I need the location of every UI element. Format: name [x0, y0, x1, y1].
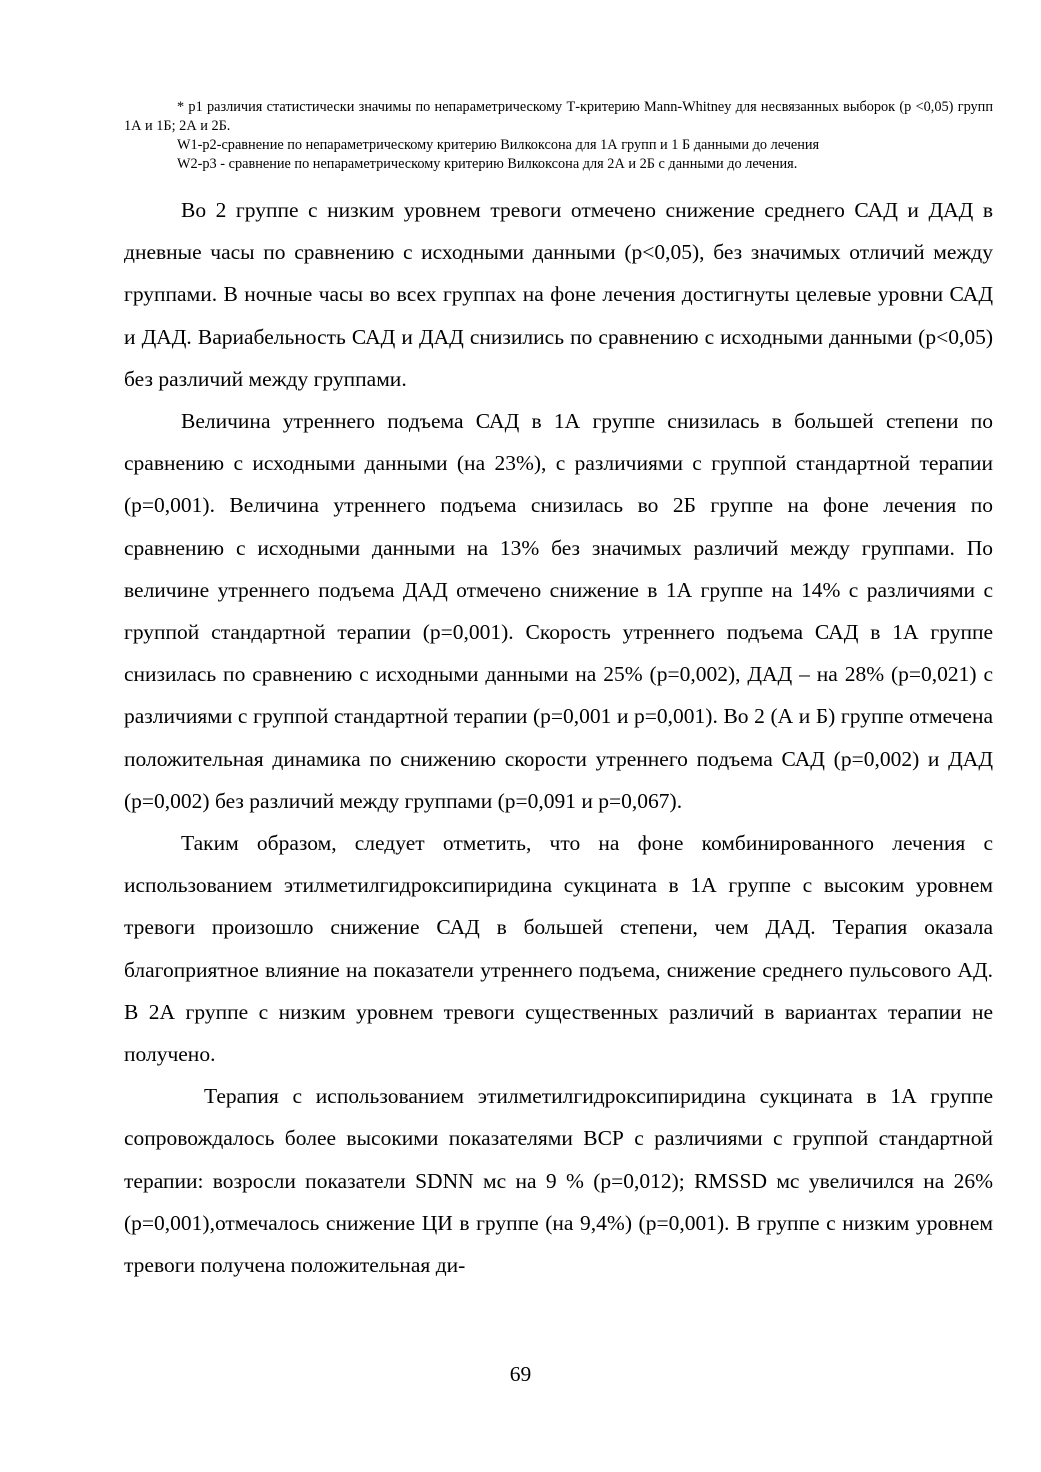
footnote-w1: W1-р2-сравнение по непараметрическому критерию Вилкоксона для 1А групп и 1 Б данными до лечения [177, 137, 820, 153]
paragraph-hrv-therapy: Терапия с использованием этилметилгидроксипиридина сукцината в 1А группе сопровождалось более высокими показателями ВСР с различиями с группой стандартной терапии: возросли показатели SDNN мс на 9 % (р=0,012); RMSSD мс увеличился на 26% (р=0,001),отмечалось снижение ЦИ в группе (на 9,4%) (р=0,001). В группе с низким уровнем тревоги получена положительная ди- [124, 1084, 993, 1278]
footnotes [124, 98, 993, 174]
paragraph-morning-rise: Величина утреннего подъема САД в 1А группе снизилась в большей степени по сравнению с исходными данными (на 23%), с различиями с группой стандартной терапии (р=0,001). Величина утреннего подъема снизилась во 2Б группе на фоне лечения по сравнению с исходными данными на 13% без значимых различий между группами. По величине утреннего подъема ДАД отмечено снижение в 1А группе на 14% с различиями с группой стандартной терапии (р=0,001). Скорость утреннего подъема САД в 1А группе снизилась по сравнению с исходными данными на 25% (р=0,002), ДАД – на 28% (р=0,021) с различиями с группой стандартной терапии (р=0,001 и р=0,001). Во 2 (А и Б) группе отмечена положительная динамика по снижению скорости утреннего подъема САД (р=0,002) и ДАД (р=0,002) без различий между группами (р=0,091 и р=0,067). [124, 409, 993, 813]
footnote-significance: * р1 различия статистически значимы по непараметрическому Т-критерию Mann-Whitney для несвязанных выборок (р <0,05) групп 1А и 1Б; 2А и 2Б. [124, 99, 993, 134]
paragraph-low-anxiety-group: Во 2 группе с низким уровнем тревоги отмечено снижение среднего САД и ДАД в дневные часы по сравнению с исходными данными (р<0,05), без значимых отличий между группами. В ночные часы во всех группах на фоне лечения достигнуты целевые уровни САД и ДАД. Вариабельность САД и ДАД снизились по сравнению с исходными данными (р<0,05) без различий между группами. [124, 198, 993, 391]
document-page [124, 98, 993, 1286]
body-text [124, 189, 993, 1286]
paragraph-conclusion: Таким образом, следует отметить, что на фоне комбинированного лечения с использованием этилметилгидроксипиридина сукцината в 1А группе с высоким уровнем тревоги произошло снижение САД в большей степени, чем ДАД. Терапия оказала благоприятное влияние на показатели утреннего подъема, снижение среднего пульсового АД. В 2А группе с низким уровнем тревоги существенных различий в вариантах терапии не получено. [124, 831, 993, 1067]
footnote-w2: W2-р3 - сравнение по непараметрическому критерию Вилкоксона для 2А и 2Б с данными до лечения. [177, 156, 798, 172]
page-number: 69 [509, 1362, 532, 1386]
